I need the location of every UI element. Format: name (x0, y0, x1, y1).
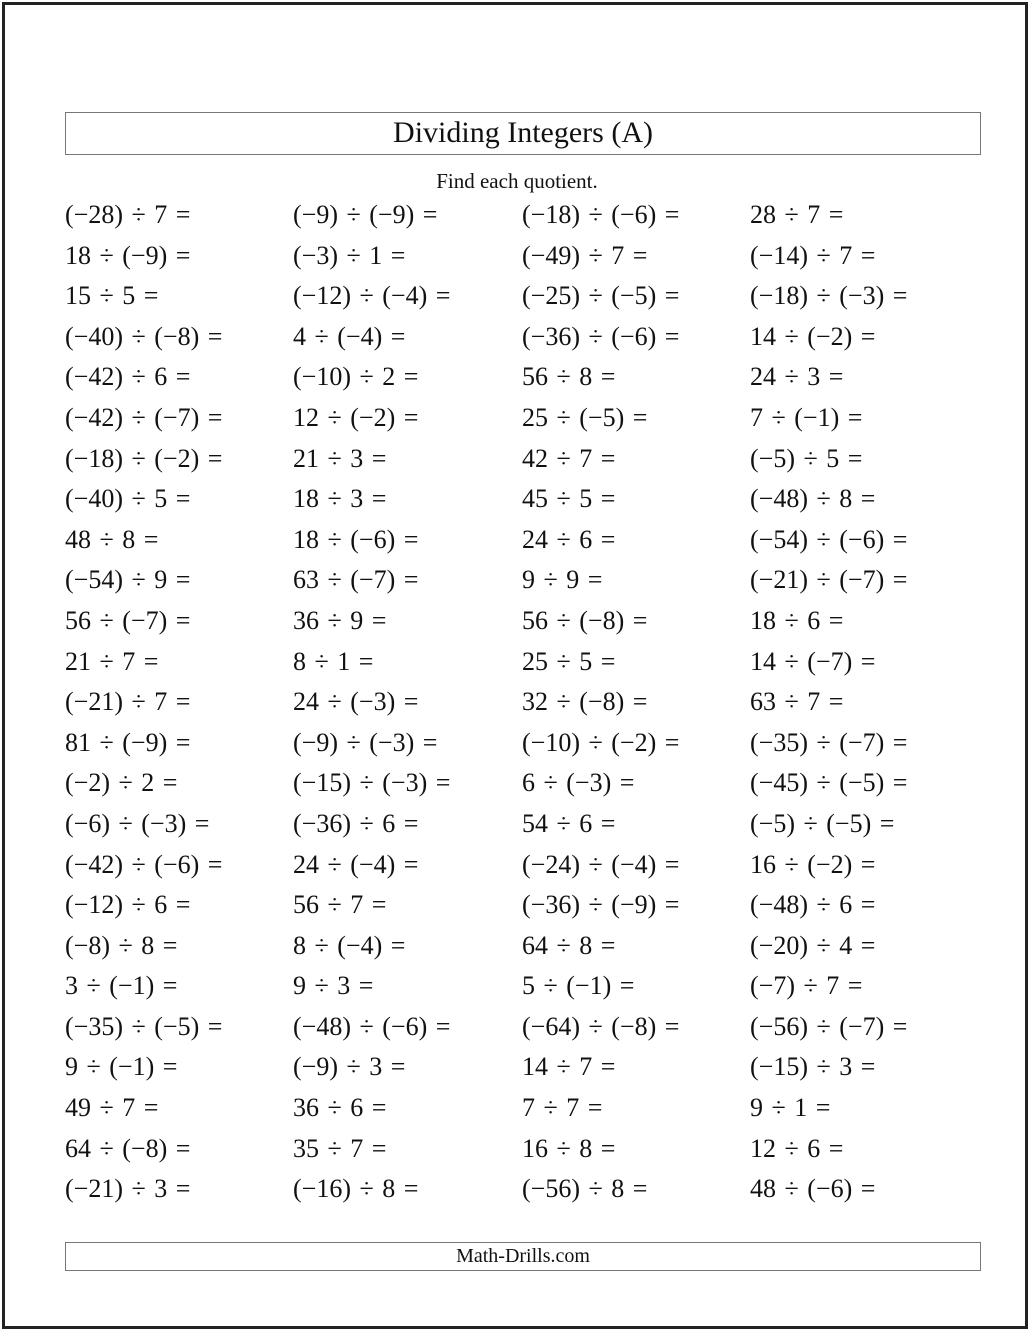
division-problem: 18 ÷ (−9) = (65, 240, 191, 270)
division-problem: (−5) ÷ 5 = (750, 443, 863, 473)
division-problem: (−48) ÷ (−6) = (293, 1011, 451, 1041)
division-problem: 21 ÷ 3 = (293, 443, 387, 473)
division-problem: 54 ÷ 6 = (522, 808, 616, 838)
division-problem: (−10) ÷ (−2) = (522, 727, 680, 757)
division-problem: (−42) ÷ (−7) = (65, 402, 223, 432)
division-problem: 5 ÷ (−1) = (522, 971, 635, 1001)
division-problem: 63 ÷ (−7) = (293, 565, 419, 595)
division-problem: (−56) ÷ (−7) = (750, 1011, 908, 1041)
division-problem: 49 ÷ 7 = (65, 1093, 159, 1123)
division-problem: (−14) ÷ 7 = (750, 240, 876, 270)
division-problem: 64 ÷ 8 = (522, 930, 616, 960)
division-problem: (−10) ÷ 2 = (293, 362, 419, 392)
division-problem: 9 ÷ 1 = (750, 1093, 831, 1123)
worksheet-title: Dividing Integers (A) (65, 112, 981, 155)
division-problem: (−18) ÷ (−2) = (65, 443, 223, 473)
division-problem: 63 ÷ 7 = (750, 687, 844, 717)
division-problem: 24 ÷ 3 = (750, 362, 844, 392)
division-problem: 25 ÷ 5 = (522, 646, 616, 676)
division-problem: 14 ÷ (−2) = (750, 321, 876, 351)
division-problem: (−36) ÷ (−6) = (522, 321, 680, 351)
division-problem: (−15) ÷ 3 = (750, 1052, 876, 1082)
division-problem: (−7) ÷ 7 = (750, 971, 863, 1001)
division-problem: 81 ÷ (−9) = (65, 727, 191, 757)
division-problem: (−54) ÷ (−6) = (750, 524, 908, 554)
division-problem: (−12) ÷ 6 = (65, 890, 191, 920)
division-problem: 24 ÷ (−3) = (293, 687, 419, 717)
division-problem: (−36) ÷ (−9) = (522, 890, 680, 920)
division-problem: (−9) ÷ (−3) = (293, 727, 438, 757)
division-problem: 8 ÷ 1 = (293, 646, 374, 676)
division-problem: 18 ÷ 3 = (293, 484, 387, 514)
division-problem: (−21) ÷ 3 = (65, 1174, 191, 1204)
division-problem: 18 ÷ (−6) = (293, 524, 419, 554)
footer-credit: Math-Drills.com (65, 1242, 981, 1271)
division-problem: 3 ÷ (−1) = (65, 971, 178, 1001)
division-problem: 24 ÷ 6 = (522, 524, 616, 554)
division-problem: (−42) ÷ 6 = (65, 362, 191, 392)
division-problem: (−12) ÷ (−4) = (293, 281, 451, 311)
division-problem: 45 ÷ 5 = (522, 484, 616, 514)
division-problem: 16 ÷ (−2) = (750, 849, 876, 879)
division-problem: (−6) ÷ (−3) = (65, 808, 210, 838)
division-problem: (−48) ÷ 8 = (750, 484, 876, 514)
division-problem: (−8) ÷ 8 = (65, 930, 178, 960)
division-problem: 42 ÷ 7 = (522, 443, 616, 473)
division-problem: (−28) ÷ 7 = (65, 200, 191, 229)
division-problem: 48 ÷ 8 = (65, 524, 159, 554)
division-problem: (−20) ÷ 4 = (750, 930, 876, 960)
division-problem: 25 ÷ (−5) = (522, 402, 648, 432)
division-problem: (−40) ÷ (−8) = (65, 321, 223, 351)
division-problem: 9 ÷ 3 = (293, 971, 374, 1001)
division-problem: (−48) ÷ 6 = (750, 890, 876, 920)
division-problem: 36 ÷ 6 = (293, 1093, 387, 1123)
division-problem: (−9) ÷ 3 = (293, 1052, 406, 1082)
division-problem: (−40) ÷ 5 = (65, 484, 191, 514)
division-problem: (−35) ÷ (−7) = (750, 727, 908, 757)
division-problem: 56 ÷ 8 = (522, 362, 616, 392)
division-problem: 21 ÷ 7 = (65, 646, 159, 676)
division-problem: 14 ÷ 7 = (522, 1052, 616, 1082)
worksheet-instructions: Find each quotient. (436, 169, 598, 193)
division-problem: 35 ÷ 7 = (293, 1133, 387, 1163)
division-problem: (−36) ÷ 6 = (293, 808, 419, 838)
division-problem: 9 ÷ 9 = (522, 565, 603, 595)
division-problem: 48 ÷ (−6) = (750, 1174, 876, 1204)
division-problem: 14 ÷ (−7) = (750, 646, 876, 676)
division-problem: 15 ÷ 5 = (65, 281, 159, 311)
division-problem: (−54) ÷ 9 = (65, 565, 191, 595)
division-problem: (−5) ÷ (−5) = (750, 808, 895, 838)
division-problem: 8 ÷ (−4) = (293, 930, 406, 960)
division-problem: (−21) ÷ 7 = (65, 687, 191, 717)
division-problem: (−18) ÷ (−6) = (522, 200, 680, 229)
division-problem: (−56) ÷ 8 = (522, 1174, 648, 1204)
division-problem: (−16) ÷ 8 = (293, 1174, 419, 1204)
division-problem: 16 ÷ 8 = (522, 1133, 616, 1163)
division-problem: 12 ÷ (−2) = (293, 402, 419, 432)
division-problem: 7 ÷ 7 = (522, 1093, 603, 1123)
problem-grid (65, 196, 985, 1211)
division-problem: 12 ÷ 6 = (750, 1133, 844, 1163)
division-problem: (−21) ÷ (−7) = (750, 565, 908, 595)
division-problem: (−2) ÷ 2 = (65, 768, 178, 798)
division-problem: (−49) ÷ 7 = (522, 240, 648, 270)
division-problem: (−42) ÷ (−6) = (65, 849, 223, 879)
division-problem: 24 ÷ (−4) = (293, 849, 419, 879)
division-problem: 18 ÷ 6 = (750, 605, 844, 635)
division-problem: 6 ÷ (−3) = (522, 768, 635, 798)
division-problem: 56 ÷ (−7) = (65, 605, 191, 635)
division-problem: 28 ÷ 7 = (750, 200, 844, 229)
division-problem: 56 ÷ 7 = (293, 890, 387, 920)
division-problem: 56 ÷ (−8) = (522, 605, 648, 635)
division-problem: (−9) ÷ (−9) = (293, 200, 438, 229)
division-problem: (−15) ÷ (−3) = (293, 768, 451, 798)
division-problem: (−45) ÷ (−5) = (750, 768, 908, 798)
division-problem: 36 ÷ 9 = (293, 605, 387, 635)
division-problem: 7 ÷ (−1) = (750, 402, 863, 432)
division-problem: (−3) ÷ 1 = (293, 240, 406, 270)
division-problem: (−64) ÷ (−8) = (522, 1011, 680, 1041)
division-problem: 32 ÷ (−8) = (522, 687, 648, 717)
division-problem: (−18) ÷ (−3) = (750, 281, 908, 311)
division-problem: (−35) ÷ (−5) = (65, 1011, 223, 1041)
division-problem: (−24) ÷ (−4) = (522, 849, 680, 879)
division-problem: 9 ÷ (−1) = (65, 1052, 178, 1082)
division-problem: 4 ÷ (−4) = (293, 321, 406, 351)
division-problem: 64 ÷ (−8) = (65, 1133, 191, 1163)
division-problem: (−25) ÷ (−5) = (522, 281, 680, 311)
